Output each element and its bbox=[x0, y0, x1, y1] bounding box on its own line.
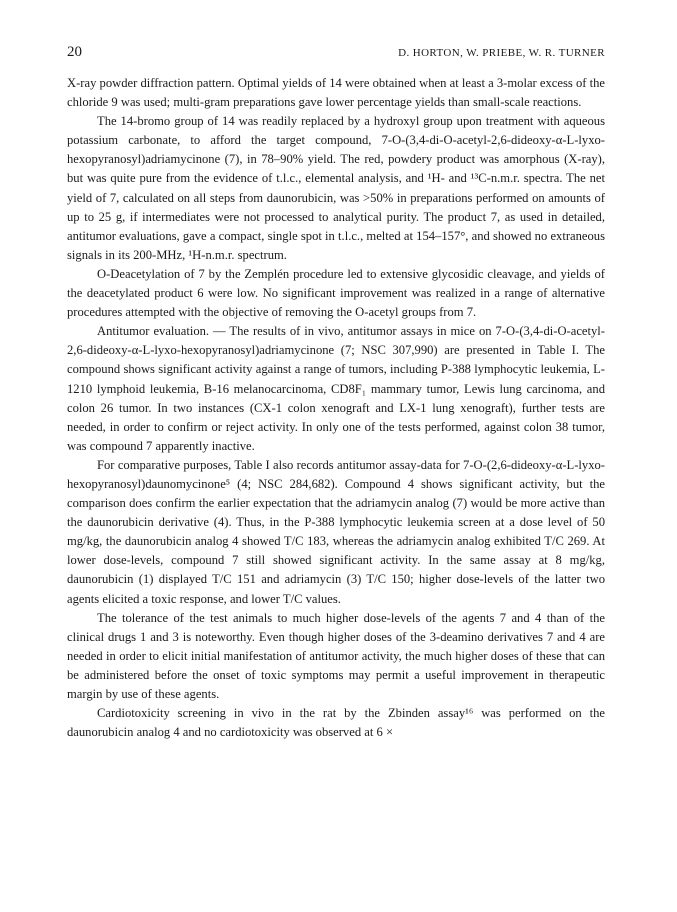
running-head: D. HORTON, W. PRIEBE, W. R. TURNER bbox=[398, 47, 605, 59]
page-header bbox=[67, 44, 605, 61]
paragraph: For comparative purposes, Table I also records antitumor assay-data for 7-O-(2,6-dideoxy-α-L-lyxo-hexopyranosyl)daunomycinone⁵ (4; NSC 284,682). Compound 4 shows significant activity, but the comparison does confirm the earlier expectation that the adriamycin analog (7) would be more active than the daunorubicin derivative (4). Thus, in the P-388 lymphocytic leukemia screen at a dose level of 50 mg/kg, the daunorubicin analog 4 showed T/C 183, whereas the adriamycin analog exhibited T/C 269. At lower dose-levels, compound 7 still showed significant activity. In the same assay at 8 mg/kg, daunorubicin (1) displayed T/C 151 and adriamycin (3) T/C 150; higher dose-levels of the latter two agents elicited a toxic response, and lower T/C values. bbox=[67, 457, 605, 606]
paragraph: X-ray powder diffraction pattern. Optimal yields of 14 were obtained when at least a 3-molar excess of the chloride 9 was used; multi-gram preparations gave lower percentage yields than small-scale reactions. bbox=[67, 76, 605, 110]
paragraph: The tolerance of the test animals to much higher dose-levels of the agents 7 and 4 than of the clinical drugs 1 and 3 is noteworthy. Even though higher doses of the 3-deamino derivatives 7 and 4 are needed in order to elicit initial manifestation of antitumor activity, the much higher doses of these that can be administered before the onset of toxic symptoms may permit a useful improvement in therapeutic margin by use of these agents. bbox=[67, 610, 605, 701]
paragraph: The 14-bromo group of 14 was readily replaced by a hydroxyl group upon treatment with aqueous potassium carbonate, to afford the target compound, 7-O-(3,4-di-O-acetyl-2,6-dideoxy-α-L-lyxo-hexopyranosyl)adriamycinone (7), in 78–90% yield. The red, powdery product was amorphous (X-ray), but was quite pure from the evidence of t.l.c., elemental analysis, and ¹H- and ¹³C-n.m.r. spectra. The net yield of 7, calculated on all steps from daunorubicin, was >50% in preparations performed on amounts of up to 25 g, if intermediates were not processed to analytical purity. The product 7, as used in detailed, antitumor evaluations, gave a compact, single spot in t.l.c., melted at 154–157°, and showed no extraneous signals in its 200-MHz, ¹H-n.m.r. spectrum. bbox=[67, 114, 605, 262]
body-text bbox=[67, 74, 605, 742]
paragraph: Antitumor evaluation. — The results of in vivo, antitumor assays in mice on 7-O-(3,4-di-O-acetyl-2,6-dideoxy-α-L-lyxo-hexopyranosyl)adriamycinone (7; NSC 307,990) are presented in Table I. The compound shows significant activity against a range of tumors, including P-388 lymphocytic leukemia, L-1210 lymphoid leukemia, B-16 melanocarcinoma, CD8F₁ mammary tumor, Lewis lung carcinoma, and colon 26 tumor. In two instances (CX-1 colon xenograft and LX-1 lung xenograft), further tests are needed, in order to confirm or reject activity. In only one of the tests performed, against colon 38 tumor, was compound 7 apparently inactive. bbox=[67, 324, 605, 453]
paragraph: O-Deacetylation of 7 by the Zemplén procedure led to extensive glycosidic cleavage, and yields of the deacetylated product 6 were low. No significant improvement was realized in a range of alternative procedures attempted with the objective of removing the O-acetyl groups from 7. bbox=[67, 266, 605, 320]
page-number: 20 bbox=[67, 44, 82, 60]
paragraph: Cardiotoxicity screening in vivo in the rat by the Zbinden assay¹⁶ was performed on the daunorubicin analog 4 and no cardiotoxicity was observed at 6 × bbox=[67, 706, 605, 740]
